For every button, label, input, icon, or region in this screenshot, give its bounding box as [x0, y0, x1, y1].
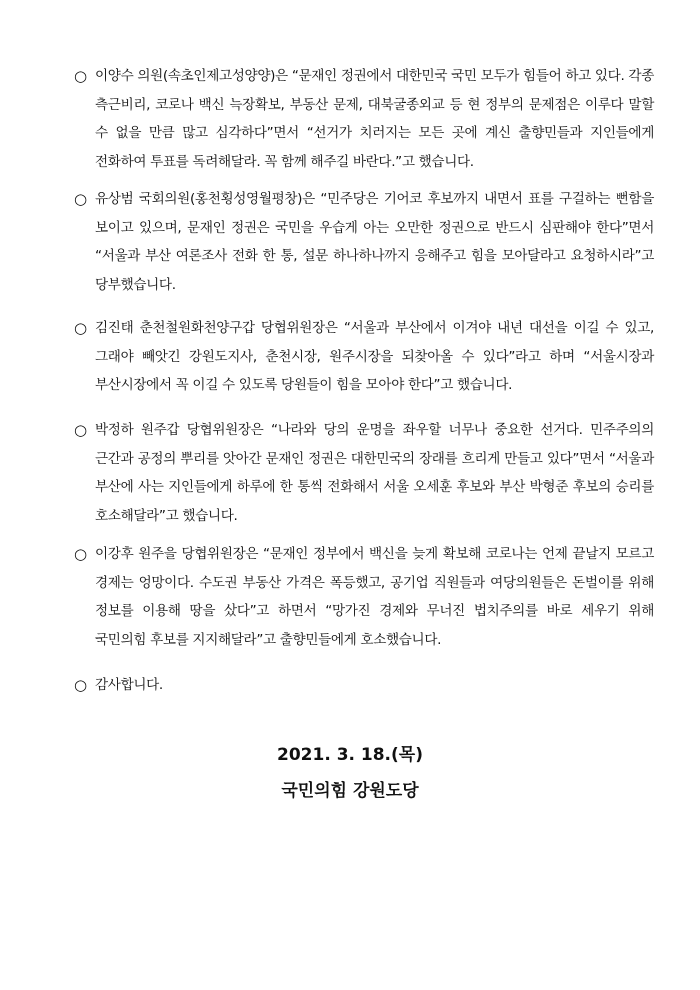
paragraph-park-jungha: [74, 416, 654, 530]
release-date: 2021. 3. 18.(목): [277, 745, 423, 765]
paragraph-text: 이양수 의원(속초인제고성양양)은 “문재인 정권에서 대한민국 국민 모두가 힘들어 하고 있다. 각종 측근비리, 코로나 백신 늑장확보, 부동산 문제, 대북굴종외교 등 현 정부의 문제점은 이루다 말할 수 없을 만큼 많고 심각하다”면서 “선거가 치러지는 모든 곳에 계신 출향민들과 지인들에게 전화하여 투표를 독려해달라. 꼭 함께 해주길 바란다.”고 했습니다.: [95, 68, 654, 170]
paragraph-kim-jintae: [74, 314, 654, 400]
bullet-icon: ○: [74, 67, 88, 85]
paragraph-text: 이강후 원주을 당협위원장은 “문재인 정부에서 백신을 늦게 확보해 코로나는 언제 끝날지 모르고 경제는 엉망이다. 수도권 부동산 가격은 폭등했고, 공기업 직원들과 여당의원들은 돈벌이를 위해 정보를 이용해 땅을 샀다”고 하면서 “망가진 경제와 무너진 법치주의를 바로 세우기 위해 국민의힘 후보를 지지해달라”고 출향민들에게 호소했습니다.: [95, 546, 654, 648]
bullet-icon: ○: [74, 545, 88, 563]
bullet-icon: ○: [74, 319, 88, 337]
paragraph-text: 유상범 국회의원(홍천횡성영월평창)은 “민주당은 기어코 후보까지 내면서 표를 구걸하는 뻔함을 보이고 있으며, 문재인 정권은 국민을 우습게 아는 오만한 정권으로 반드시 심판해야 한다”면서 “서울과 부산 여론조사 전화 한 통, 설문 하나하나까지 응해주고 힘을 모아달라고 요청하시라”고 당부했습니다.: [95, 191, 654, 293]
paragraph-lee-yangsu: [74, 62, 654, 176]
paragraph-thanks: [74, 671, 654, 700]
bullet-icon: ○: [74, 190, 88, 208]
paragraph-lee-ganghu: [74, 540, 654, 654]
bullet-icon: ○: [74, 676, 88, 694]
bullet-icon: ○: [74, 421, 88, 439]
paragraph-text: 김진태 춘천철원화천양구갑 당협위원장은 “서울과 부산에서 이겨야 내년 대선을 이길 수 있고, 그래야 빼앗긴 강원도지사, 춘천시장, 원주시장을 되찾아올 수 있다”라고 하며 “서울시장과 부산시장에서 꼭 이길 수 있도록 당원들이 힘을 모아야 한다”고 했습니다.: [95, 320, 654, 394]
organization-name: 국민의힘 강원도당: [281, 781, 419, 801]
paragraph-text: 감사합니다.: [95, 677, 163, 693]
paragraph-yoo-sangbeom: [74, 185, 654, 299]
paragraph-text: 박정하 원주갑 당협위원장은 “나라와 당의 운명을 좌우할 너무나 중요한 선거다. 민주주의의 근간과 공정의 뿌리를 앗아간 문재인 정권은 대한민국의 장래를 흐리게 만들고 있다”면서 “서울과 부산에 사는 지인들에게 하루에 한 통씩 전화해서 서울 오세훈 후보와 부산 박형준 후보의 승리를 호소해달라”고 했습니다.: [95, 422, 654, 524]
